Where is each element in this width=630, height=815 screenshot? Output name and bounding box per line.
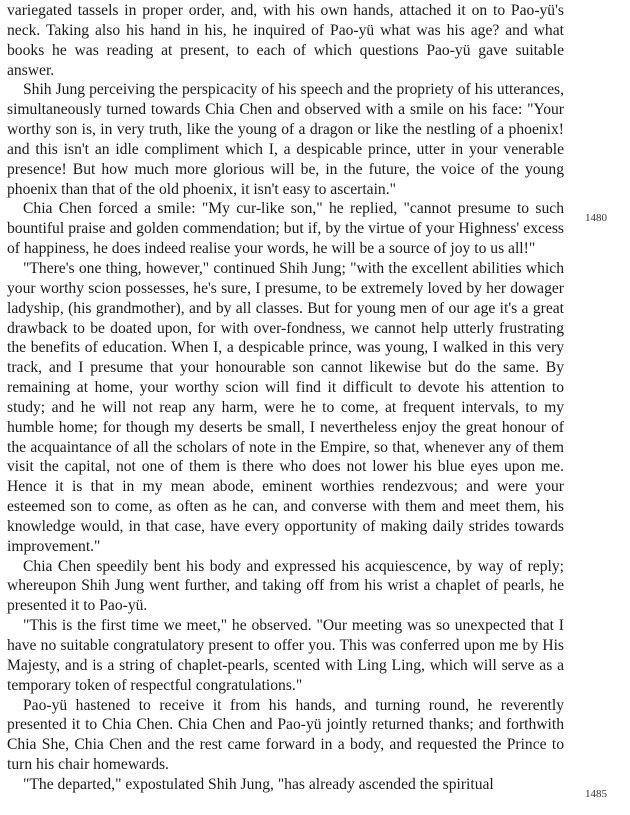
paragraph: variegated tassels in proper order, and, with his own hands, attached it on to Pao-yü's neck. Taking also his hand in his, he inquired of Pao-yü what was his age? and what books he was reading at present, to each of which questions Pao-yü gave suitable answer.: [7, 2, 564, 79]
line-number: 1485: [585, 788, 607, 800]
body-text: [7, 1, 564, 795]
paragraph: Pao-yü hastened to receive it from his hands, and turning round, he reverently presented it to Chia Chen. Chia Chen and Pao-yü jointly returned thanks; and forthwith Chia She, Chia Chen and the rest came forward in a body, and requested the Prince to turn his chair homewards.: [7, 696, 564, 774]
paragraph: Chia Chen forced a smile: "My cur-like son," he replied, "cannot presume to such bountiful praise and golden commendation; but if, by the virtue of your Highness' excess of happiness, he does indeed realise your words, he will be a source of joy to us all!": [7, 200, 564, 258]
line-number: 1480: [585, 212, 607, 224]
paragraph: "There's one thing, however," continued Shih Jung; "with the excellent abilities which your worthy scion possesses, he's sure, I presume, to be extremely loved by her dowager ladyship, (his grandmother), and by all classes. But for young men of our age it's a great drawback to be doated upon, for with over-fondness, we cannot help utterly frustrating the benefits of education. When I, a despicable prince, was young, I walked in this very track, and I presume that your honourable son cannot likewise but do the same. By remaining at home, your worthy scion will find it difficult to devote his attention to study; and he will not reap any harm, were he to come, at frequent intervals, to my humble home; for though my deserts be small, I nevertheless enjoy the great honour of the acquaintance of all the scholars of note in the Empire, so that, whenever any of them visit the capital, not one of them is there who does not lower his blue eyes upon me. Hence it is that in my mean abode, eminent worthies rendezvous; and were your esteemed son to come, as often as he can, and converse with them and meet them, his knowledge would, in that case, have every opportunity of making daily strides towards improvement.": [7, 259, 564, 555]
paragraph: Shih Jung perceiving the perspicacity of his speech and the propriety of his utterances, simultaneously turned towards Chia Chen and observed with a smile on his face: "Your worthy son is, in very truth, like the young of a dragon or like the nestling of a phoenix! and this isn't an idle compliment which I, a despicable prince, utter in your venerable presence! But how much more glorious will be, in the future, the voice of the young phoenix than that of the old phoenix, it isn't easy to ascertain.": [7, 81, 564, 198]
paragraph: "This is the first time we meet," he observed. "Our meeting was so unexpected that I have no suitable congratulatory present to offer you. This was conferred upon me by His Majesty, and is a string of chaplet-pearls, scented with Ling Ling, which will serve as a temporary token of respectful congratulations.": [7, 617, 564, 694]
paragraph: "The departed," expostulated Shih Jung, "has already ascended the spiritual: [23, 775, 494, 793]
paragraph: Chia Chen speedily bent his body and expressed his acquiescence, by way of reply; whereupon Shih Jung went further, and taking off from his wrist a chaplet of pearls, he presented it to Pao-yü.: [7, 557, 564, 615]
